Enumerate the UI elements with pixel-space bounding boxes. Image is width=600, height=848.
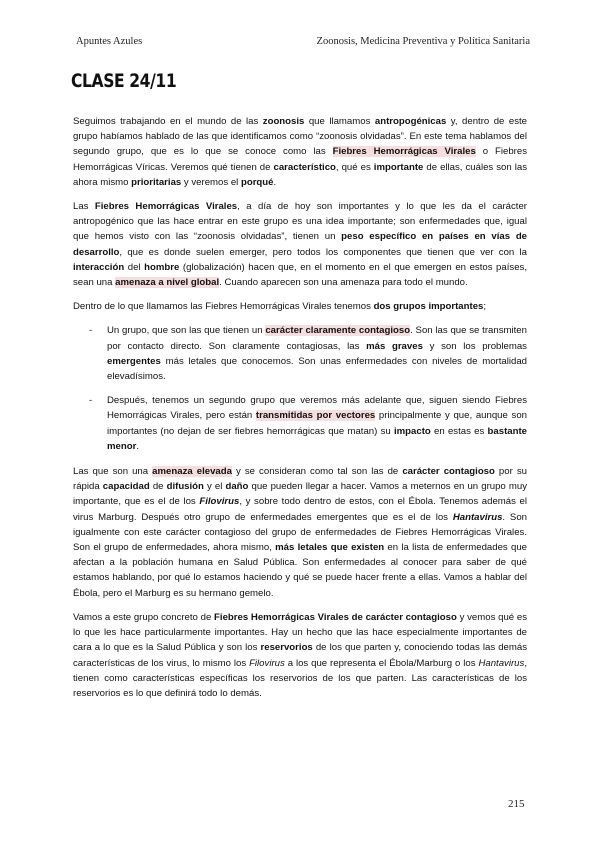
highlight: amenaza elevada: [152, 466, 232, 478]
highlight: amenaza a nivel global: [115, 277, 220, 289]
paragraph-2: Las Fiebres Hemorrágicas Virales, a día de hoy son importantes y lo que les da el carácter antropogénico que las hace entrar en este grupo es una idea importante; son enfermedades que, igual que hemos visto con las “zoonosis olvidadas”, tienen un peso específico en países en vías de desarrollo, que es donde suelen emerger, pero todos los componentes que tienen que ver con la interacción del hombre (globalización) hacen que, en el momento en el que emergen en estos países, sean una amenaza a nivel global. Cuando aparecen son una amenaza para todo el mundo.: [73, 201, 528, 289]
highlight: carácter claramente contagioso: [265, 325, 411, 337]
list-item: - Después, tenemos un segundo grupo que veremos más adelante que, siguen siendo Fiebres Hemorrágicas Virales, pero están transmitidas por vectores principalmente y que, aunque son importantes (no dejan de ser fiebres hemorrágicas que matan) su impacto en estas es bastante menor.: [107, 393, 527, 454]
paragraph-1: Seguimos trabajando en el mundo de las zoonosis que llamamos antropogénicas y, dentro de este grupo habíamos hablado de las que identificamos como “zoonosis olvidadas”. En este tema hablamos del segundo grupo, que es lo que se conoce como las Fiebres Hemorrágicas Virales o Fiebres Hemorrágicas Víricas. Veremos qué tienen de característico, qué es importante de ellas, cuáles son las ahora mismo prioritarias y veremos el porqué.: [73, 116, 527, 188]
paragraph-5: Vamos a este grupo concreto de Fiebres Hemorrágicas Virales de carácter contagioso y vemos qué es lo que les hace particularmente importantes. Hay un hecho que las hace especialmente importantes de cara a lo que es la Salud Pública y son los reservorios de los que parten y, conociendo todas las demás características de los virus, lo mismo los Filovirus a los que representa el Ébola/Marburg o los Hantavirus, tienen como características específicas los reservorios de los que parten. Las características de los reservorios es lo que definirá todo lo demás.: [73, 611, 527, 699]
highlight: Fiebres Hemorrágicas Virales: [332, 146, 476, 158]
header-left: Apuntes Azules: [76, 36, 143, 47]
header-right: Zoonosis, Medicina Preventiva y Política Sanitaria: [316, 36, 530, 47]
groups-list: [73, 323, 527, 454]
highlight: transmitidas por vectores: [255, 410, 376, 422]
paragraph-3: Dentro de lo que llamamos las Fiebres Hemorrágicas Virales tenemos dos grupos importantes;: [73, 301, 487, 313]
paragraph-4: Las que son una amenaza elevada y se consideran como tal son las de carácter contagioso por su rápida capacidad de difusión y el daño que pueden llegar a hacer. Vamos a meternos en un grupo muy importante, que es el de los Filovirus, y sobre todo dentro de estos, con el Ébola. Tenemos además el virus Marburg. Después otro grupo de enfermedades emergentes que es el de los Hantavirus. Son igualmente con este carácter contagioso del grupo de enfermedades de Fiebres Hemorrágicas Virales. Son el grupo de enfermedades, ahora mismo, más letales que existen en la lista de enfermedades que afectan a la población humana en Salud Pública. Son enfermedades al conocer para saber de qué estamos hablando, por qué lo estamos haciendo y qué se puede hacer frente a ellas. Vamos a hablar del Ébola, pero el Marburg es su hermano gemelo.: [73, 466, 528, 599]
document-body: [73, 114, 527, 710]
page-title: CLASE 24/11: [71, 70, 177, 92]
page-number: 215: [508, 798, 525, 810]
list-item: - Un grupo, que son las que tienen un carácter claramente contagioso. Son las que se transmiten por contacto directo. Son claramente contagiosas, las más graves y son los problemas emergentes más letales que conocemos. Son unas enfermedades con niveles de mortalidad elevadísimos.: [107, 323, 527, 384]
